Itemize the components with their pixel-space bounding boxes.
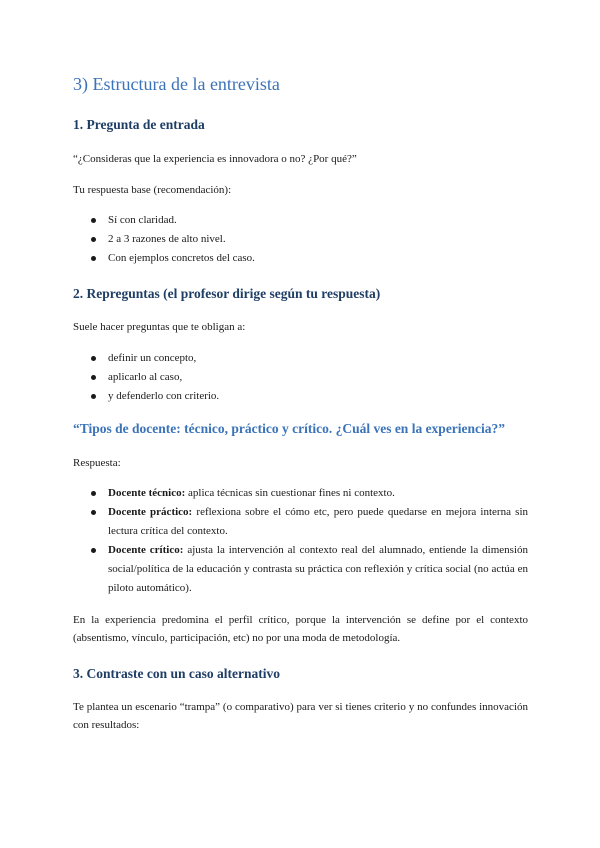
list-item: Docente práctico: reflexiona sobre el cómo etc, pero puede quedarse en mejora interna sin lectura crítica del contexto. xyxy=(73,503,528,541)
bullet-icon xyxy=(91,256,96,261)
contraste-paragraph: Te plantea un escenario “trampa” (o comparativo) para ver si tienes criterio y no confundes innovación con resultados: xyxy=(73,701,528,731)
conclusion-paragraph: En la experiencia predomina el perfil crítico, porque la intervención se define por el contexto (absentismo, vínculo, participación, etc) no por una moda de metodología. xyxy=(73,614,528,644)
heading-pregunta-entrada: 1. Pregunta de entrada xyxy=(73,117,205,132)
bullet-icon xyxy=(91,375,96,380)
list-item: aplicarlo al caso, xyxy=(73,368,528,387)
bullet-icon xyxy=(91,548,96,553)
bullet-icon xyxy=(91,510,96,515)
section-title: 3) Estructura de la entrevista xyxy=(73,74,280,94)
base-answer-list xyxy=(73,211,528,268)
base-answer-intro: Tu respuesta base (recomendación): xyxy=(73,184,232,196)
list-item: 2 a 3 razones de alto nivel. xyxy=(73,230,528,249)
list-item: Con ejemplos concretos del caso. xyxy=(73,249,528,268)
repreguntas-list xyxy=(73,349,528,406)
list-item: definir un concepto, xyxy=(73,349,528,368)
list-item: Docente crítico: ajusta la intervención al contexto real del alumnado, entiende la dimensión social/política de la educación y contrasta su práctica con reflexión y crítica social (no actúa en piloto automático). xyxy=(73,541,528,598)
heading-contraste: 3. Contraste con un caso alternativo xyxy=(73,666,280,681)
bullet-icon xyxy=(91,491,96,496)
teacher-types-list xyxy=(73,484,528,598)
list-item: y defenderlo con criterio. xyxy=(73,387,528,406)
bullet-icon xyxy=(91,237,96,242)
repreguntas-intro: Suele hacer preguntas que te obligan a: xyxy=(73,321,246,333)
heading-tipos-docente: “Tipos de docente: técnico, práctico y crítico. ¿Cuál ves en la experiencia?” xyxy=(73,421,506,436)
list-item: Docente técnico: aplica técnicas sin cuestionar fines ni contexto. xyxy=(73,484,528,503)
list-item: Sí con claridad. xyxy=(73,211,528,230)
bullet-icon xyxy=(91,218,96,223)
bullet-icon xyxy=(91,356,96,361)
heading-repreguntas: 2. Repreguntas (el profesor dirige según tu respuesta) xyxy=(73,286,381,301)
entry-question-quote: “¿Consideras que la experiencia es innovadora o no? ¿Por qué?” xyxy=(73,153,357,165)
answer-label: Respuesta: xyxy=(73,457,121,469)
bullet-icon xyxy=(91,394,96,399)
